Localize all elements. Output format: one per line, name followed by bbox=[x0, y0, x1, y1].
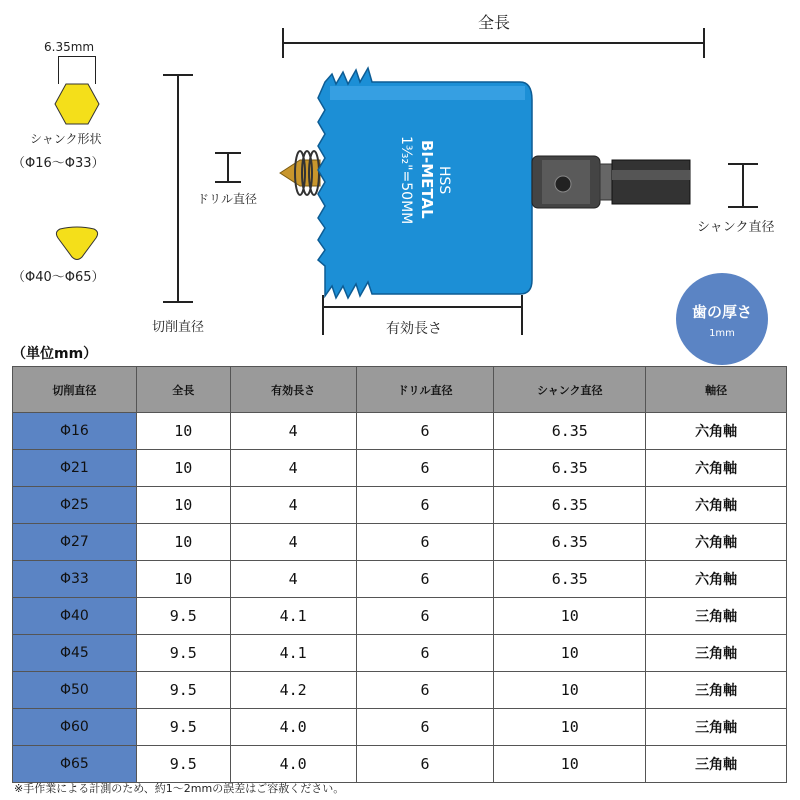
table-cell: 4.2 bbox=[230, 672, 356, 709]
table-cell: 六角軸 bbox=[646, 450, 787, 487]
total-length-tick-right bbox=[703, 28, 705, 58]
table-cell: 三角軸 bbox=[646, 635, 787, 672]
column-header: ドリル直径 bbox=[356, 367, 494, 413]
shank-dia-label: シャンク直径 bbox=[697, 220, 775, 235]
tool-text-size: 1³⁄₃₂"=50MM bbox=[398, 136, 414, 225]
table-row bbox=[13, 635, 787, 672]
cut-dia-tick-bottom bbox=[163, 301, 193, 303]
effective-length-label: 有効長さ bbox=[386, 321, 442, 337]
shank-dia-line bbox=[742, 163, 744, 207]
table-cell: Φ50 bbox=[13, 672, 137, 709]
column-header: シャンク直径 bbox=[494, 367, 646, 413]
table-row bbox=[13, 524, 787, 561]
table-cell: 6 bbox=[356, 635, 494, 672]
total-length-label: 全長 bbox=[478, 13, 511, 32]
cut-dia-dimension-line bbox=[177, 74, 179, 302]
table-cell: 6 bbox=[356, 672, 494, 709]
tool-text-bimetal: BI-METAL bbox=[418, 140, 436, 219]
table-cell: 4 bbox=[230, 561, 356, 598]
tri-range-label: （Φ40～Φ65） bbox=[12, 270, 105, 285]
table-cell: 10 bbox=[136, 413, 230, 450]
table-cell: 6 bbox=[356, 413, 494, 450]
table-cell: 10 bbox=[494, 746, 646, 783]
effective-length-tick-left bbox=[322, 295, 324, 335]
table-cell: Φ33 bbox=[13, 561, 137, 598]
hex-size-tick-left bbox=[58, 56, 59, 84]
drill-dia-line bbox=[227, 152, 229, 182]
table-cell: 6.35 bbox=[494, 561, 646, 598]
table-cell: 10 bbox=[494, 672, 646, 709]
table-cell: Φ27 bbox=[13, 524, 137, 561]
table-cell: 10 bbox=[136, 524, 230, 561]
teeth-thickness-label: 歯の厚さ bbox=[691, 303, 752, 321]
table-row bbox=[13, 413, 787, 450]
hex-size-tick-right bbox=[95, 56, 96, 84]
table-cell: 4.0 bbox=[230, 709, 356, 746]
table-cell: 三角軸 bbox=[646, 709, 787, 746]
table-cell: 10 bbox=[136, 487, 230, 524]
table-cell: Φ45 bbox=[13, 635, 137, 672]
effective-length-tick-right bbox=[521, 295, 523, 335]
table-row bbox=[13, 598, 787, 635]
table-cell: 6.35 bbox=[494, 413, 646, 450]
table-cell: 9.5 bbox=[136, 672, 230, 709]
table-row bbox=[13, 709, 787, 746]
hex-shank-icon bbox=[54, 82, 100, 126]
column-header: 切削直径 bbox=[13, 367, 137, 413]
table-cell: 4 bbox=[230, 413, 356, 450]
table-cell: 六角軸 bbox=[646, 561, 787, 598]
table-cell: 4.0 bbox=[230, 746, 356, 783]
teeth-thickness-badge bbox=[676, 273, 768, 365]
table-cell: 6 bbox=[356, 561, 494, 598]
table-row bbox=[13, 487, 787, 524]
table-cell: 6.35 bbox=[494, 524, 646, 561]
shank-dia-tick-bottom bbox=[728, 206, 758, 208]
table-cell: 6.35 bbox=[494, 450, 646, 487]
table-cell: 六角軸 bbox=[646, 413, 787, 450]
table-cell: 4.1 bbox=[230, 635, 356, 672]
table-cell: 10 bbox=[494, 635, 646, 672]
table-cell: 4 bbox=[230, 487, 356, 524]
drill-dia-label: ドリル直径 bbox=[197, 192, 258, 206]
column-header: 軸径 bbox=[646, 367, 787, 413]
hole-saw-illustration bbox=[270, 60, 720, 320]
unit-label: （単位mm） bbox=[12, 346, 98, 362]
shank-shape-label: シャンク形状 bbox=[30, 132, 102, 146]
table-header-row bbox=[13, 367, 787, 413]
table-cell: 4 bbox=[230, 524, 356, 561]
table-cell: 六角軸 bbox=[646, 524, 787, 561]
table-cell: 6 bbox=[356, 450, 494, 487]
hex-range-label: （Φ16～Φ33） bbox=[12, 156, 105, 171]
cut-dia-label: 切削直径 bbox=[152, 320, 205, 335]
table-cell: 10 bbox=[136, 450, 230, 487]
table-cell: 10 bbox=[494, 598, 646, 635]
table-cell: 10 bbox=[136, 561, 230, 598]
table-cell: 6 bbox=[356, 487, 494, 524]
table-cell: 6 bbox=[356, 709, 494, 746]
table-cell: 三角軸 bbox=[646, 672, 787, 709]
table-cell: 4 bbox=[230, 450, 356, 487]
table-cell: Φ16 bbox=[13, 413, 137, 450]
column-header: 有効長さ bbox=[230, 367, 356, 413]
table-cell: 三角軸 bbox=[646, 598, 787, 635]
table-row bbox=[13, 450, 787, 487]
hex-size-line bbox=[58, 56, 96, 57]
table-cell: Φ60 bbox=[13, 709, 137, 746]
table-cell: 4.1 bbox=[230, 598, 356, 635]
measurement-note: ※手作業による計測のため、約1～2mmの誤差はご容赦ください。 bbox=[14, 782, 345, 795]
table-cell: Φ40 bbox=[13, 598, 137, 635]
table-cell: 9.5 bbox=[136, 709, 230, 746]
table-cell: 6 bbox=[356, 746, 494, 783]
table-cell: 6.35 bbox=[494, 487, 646, 524]
table-cell: 三角軸 bbox=[646, 746, 787, 783]
table-row bbox=[13, 672, 787, 709]
effective-length-line bbox=[323, 306, 521, 308]
drill-dia-tick-bottom bbox=[215, 181, 241, 183]
table-cell: 6 bbox=[356, 524, 494, 561]
tool-text-hss: HSS bbox=[436, 166, 452, 195]
table-cell: Φ65 bbox=[13, 746, 137, 783]
hex-size-label: 6.35mm bbox=[44, 40, 95, 54]
total-length-tick-left bbox=[282, 28, 284, 58]
table-cell: 6 bbox=[356, 598, 494, 635]
column-header: 全長 bbox=[136, 367, 230, 413]
table-cell: 9.5 bbox=[136, 598, 230, 635]
table-cell: 9.5 bbox=[136, 635, 230, 672]
table-cell: Φ25 bbox=[13, 487, 137, 524]
table-cell: 六角軸 bbox=[646, 487, 787, 524]
triangle-shank-icon bbox=[54, 226, 100, 262]
table-cell: 9.5 bbox=[136, 746, 230, 783]
table-row bbox=[13, 746, 787, 783]
table-cell: 10 bbox=[494, 709, 646, 746]
total-length-dimension-line bbox=[283, 42, 705, 44]
table-row bbox=[13, 561, 787, 598]
table-cell: Φ21 bbox=[13, 450, 137, 487]
spec-table bbox=[12, 366, 787, 783]
teeth-thickness-value: 1mm bbox=[709, 328, 735, 339]
